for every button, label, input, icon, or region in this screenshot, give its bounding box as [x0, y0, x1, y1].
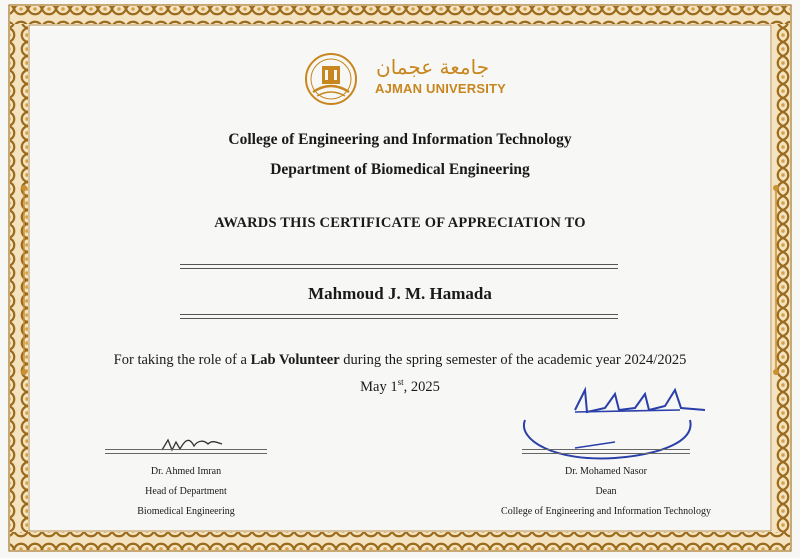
right-signature-line: [522, 449, 690, 454]
right-signatory-title: Dean: [595, 486, 617, 497]
reason-role: Lab Volunteer: [250, 352, 340, 368]
left-signatory-title: Head of Department: [145, 486, 227, 497]
logo-english-text: AJMAN UNIVERSITY: [375, 81, 507, 96]
rule-below-name: [180, 314, 618, 319]
recipient-name: Mahmoud J. M. Hamada: [308, 284, 492, 303]
college-heading: College of Engineering and Information Technology: [228, 131, 572, 148]
right-signatory-name: Dr. Mohamed Nasor: [565, 466, 647, 477]
left-signatory-unit: Biomedical Engineering: [137, 506, 235, 517]
date-prefix: May 1: [360, 378, 398, 395]
date-suffix: , 2025: [403, 378, 440, 395]
awards-line: AWARDS THIS CERTIFICATE OF APPRECIATION TO: [214, 215, 586, 231]
reason-suffix: during the spring semester of the academic year 2024/2025: [339, 352, 687, 368]
rule-above-name: [180, 264, 618, 269]
right-signatory-unit: College of Engineering and Information Technology: [501, 506, 711, 517]
reason-text: [0, 352, 800, 369]
date-ordinal: st: [397, 377, 404, 387]
reason-prefix: For taking the role of a: [113, 352, 251, 368]
left-signature-line: [105, 449, 267, 454]
right-signature-icon: [515, 380, 715, 470]
department-heading: Department of Biomedical Engineering: [270, 161, 530, 178]
left-signatory-name: Dr. Ahmed Imran: [150, 466, 222, 477]
logo-arabic-text: جامعة عجمان: [376, 55, 490, 79]
